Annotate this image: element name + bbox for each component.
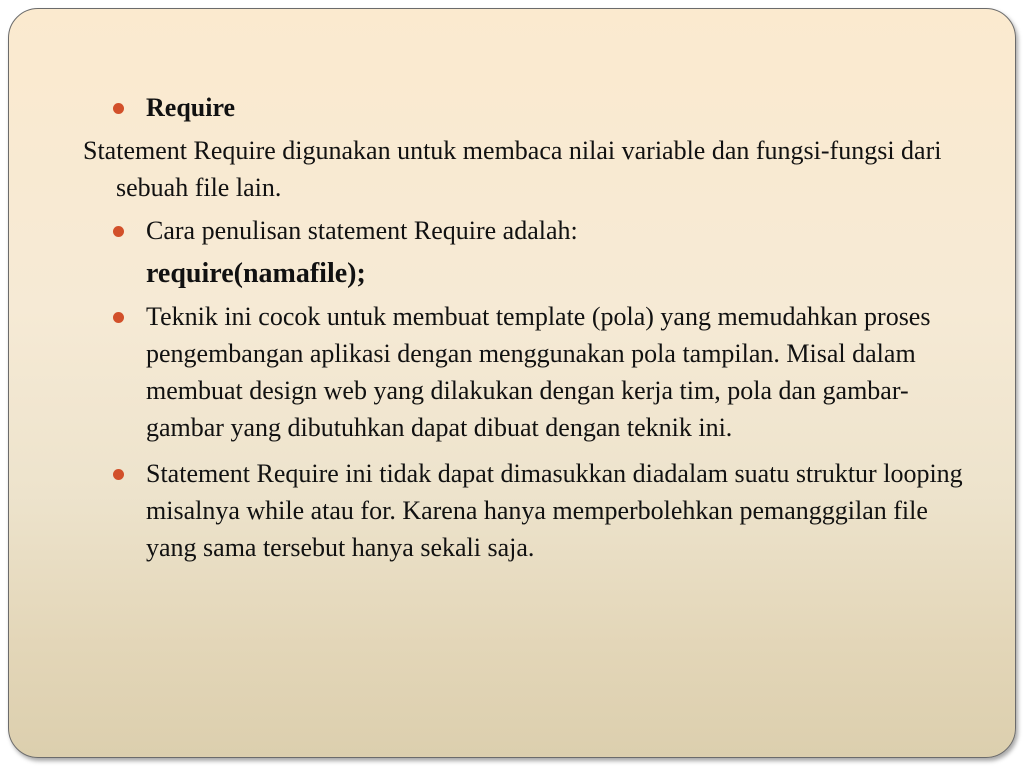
bullet-heading: [113, 89, 983, 126]
technique-text: Teknik ini cocok untuk membuat template (pola) yang memudahkan proses pengembangan aplikasi dengan menggunakan pola tampilan. Misal dalam membuat design web yang dilakukan dengan kerja tim, pola dan gambar-gambar yang dibutuhkan dapat dibuat dengan teknik ini.: [146, 302, 931, 442]
bullet-dot-icon: [113, 469, 124, 480]
slide-content: [83, 89, 983, 566]
heading-text: Require: [146, 93, 236, 122]
bullet-dot-icon: [113, 312, 124, 323]
bullet-limitation: [113, 455, 983, 566]
bullet-technique: [113, 298, 983, 446]
bullet-dot-icon: [113, 103, 124, 114]
syntax-intro-text: Cara penulisan statement Require adalah:: [146, 216, 578, 245]
syntax-line: [113, 255, 983, 292]
slide: [8, 8, 1016, 758]
limitation-text: Statement Require ini tidak dapat dimasukkan diadalam suatu struktur looping misalnya while atau for. Karena hanya memperbolehkan pemangggilan file yang sama tersebut hanya sekali saja.: [146, 459, 963, 562]
syntax-code: require(namafile);: [146, 258, 366, 289]
intro-paragraph: Statement Require digunakan untuk membaca nilai variable dan fungsi-fungsi dari sebuah file lain.: [83, 136, 942, 202]
bullet-syntax-intro: [113, 212, 983, 249]
bullet-dot-icon: [113, 226, 124, 237]
